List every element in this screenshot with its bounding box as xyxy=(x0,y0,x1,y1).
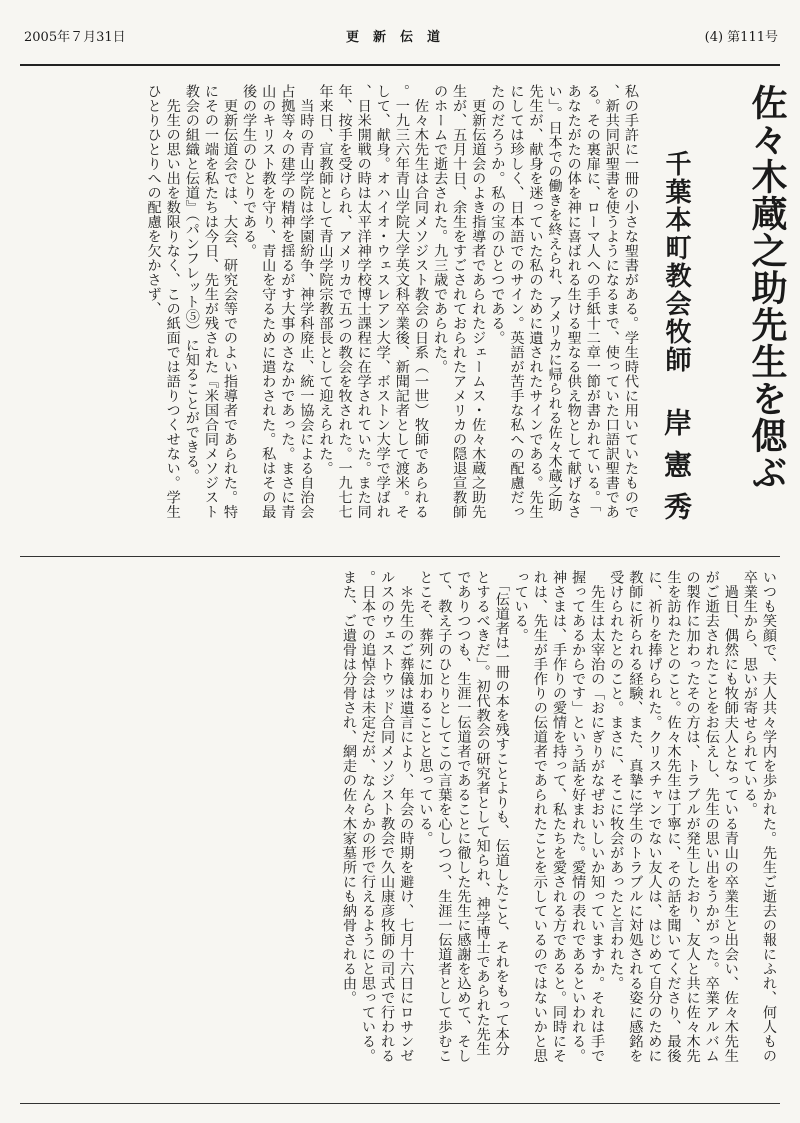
article-body-bottom: いつも笑顔で、夫人共々学内を歩かれた。先生ご逝去の報にふれ、何人もの 卒業生から、思いが寄せられている。 過日、偶然にも牧師夫人となっている青山の卒業生と出会い、佐々木先生 がご逝去されたことをお伝えし、先生の思い出をうかがった。卒業アルバム の製作に加わったその方は、トラブルが発生したおり、友人と共に佐々木先 生を訪ねたとのこと。佐々木先生は丁寧に、その話を聞いてくださり、最後 に、祈りを捧げられた。クリスチャンでない友人は、はじめて自分のために 教師に祈られる経験、また、真摯に学生のトラブルに対処される姿に感銘を 受けられたとのこと。まさに、そこに牧会があったと言われた。 先生は太宰治の「おにぎりがなぜおいしいか知っていますか。それは手で 握ってあるからです」という話を好まれた。愛情の表れであるといわれる。 神さまは、手作りの愛情を持って、私たちを愛される方であると。同時にそ れは、先生が手作りの伝道者であられたことを示しているのではないかと思 っている。 「伝道者は一冊の本を残すことよりも、伝道したこと、それをもって本分 とするべきだ」。初代教会の研究者として知られ、神学博士であられた先生 でありつつも、生涯一伝道者であることに徹した先生に感謝を込めて、そし て、教え子のひとりとしてこの言葉を心しつつ、生涯一伝道者として歩むこ とこそ、葬列に加わることと思っている。 ＊先生のご葬儀は遺言により、年会の時期を避け、七月十六日にロサンゼ ルスのウェストウッド合同メソジスト教会で久山康彦牧師の司式で行われる 。日本での追悼会は未定だが、なんらかの形で行えるようにと思っている。 また、ご遺骨は分骨され、網走の佐々木家墓所にも納骨される由。 xyxy=(340,570,777,1063)
footer-rule xyxy=(20,1103,780,1104)
section-divider xyxy=(20,556,780,557)
article-title: 佐々木蔵之助先生を偲ぶ xyxy=(746,84,787,491)
newspaper-title: 更新伝道 xyxy=(345,30,454,45)
author-name: 岸憲秀 xyxy=(660,408,693,534)
issue-number: (4) 第111号 xyxy=(704,30,778,45)
article-body-top: 私の手許に一冊の小さな聖書がある。学生時代に用いていたもので 、新共同訳聖書を使うようになるまで、使っていた口語訳聖書であ る。その裏扉に、ローマ人への手紙十二章一節が書かれている。「 あなたがたの体を神に喜ばれる生ける聖なる供え物として献げなさ い」。日本での働きを終えられ、アメリカに帰られる佐々木蔵之助 先生が、献身を迷っていた私のために遺されたサインである。先生 にしては珍しく、日本語でのサイン。英語が苦手な私への配慮だっ たのだろうか。私の宝のひとつである。 更新伝道会のよき指導者であられたジェームス・佐々木蔵之助先 生が、五月十日、余生をすごされておられたアメリカの隠退宣教師 のホームで逝去された。九三歳であられた。 佐々木先生は合同メソジスト教会の日系（一世）牧師であられる 。一九三六年青山学院大学英文科卒業後、新聞記者として渡米。そ して、献身。オハイオ・ウェスレアン大学、ボストン大学で学ばれ 、日米開戦の時は太平洋神学校博士課程に在学されていた。また同 年、按手を受けられ、アメリカで五つの教会を牧された。一九七七 年来日、宣教師として青山学院宗教部長として迎えられた。 当時の青山学院は学園紛争、神学科廃止、統一協会による自治会 占拠等々の建学の精神を揺るがす大事のさなかであった。まさに青 山のキリスト教を守り、青山を守るために遣わされた。私はその最 後の学生のひとりである。 更新伝道会では、大会、研究会等でのよい指導者であられた。特 にその一端を私たちは今日、先生が残された『米国合同メソジスト 教会の組織と伝道』（パンフレット⑤）に知ることができる。 先生の思い出を数限りなく、この紙面では語りつくせない。学生 ひとりひとりへの配慮を欠かさず、 xyxy=(145,84,639,519)
issue-date: 2005年７月31日 xyxy=(24,30,126,45)
author-role: 千葉本町教会牧師 xyxy=(661,150,691,374)
header-rule xyxy=(20,64,780,66)
